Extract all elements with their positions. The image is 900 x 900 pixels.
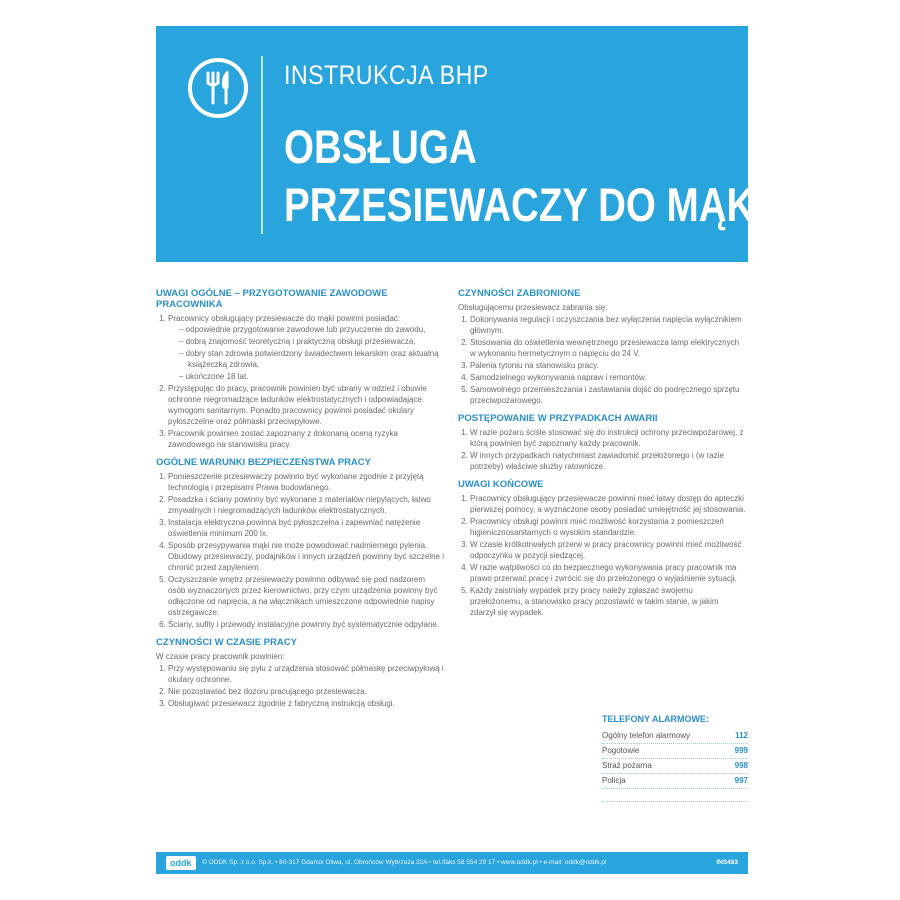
list-item: 1. Pracownicy obsługujący przesiewacze powinni mieć łatwy dostęp do apteczki pierwszej pomocy, a wyznaczone osoby posiadać umiejętność jej stosowania. bbox=[470, 493, 746, 515]
list-item: 2. W innych przypadkach natychmiast zawiadomić przełożonego i (w razie potrzeby) właściwe służby ratownicze. bbox=[470, 450, 746, 472]
list-item: 5. Samowolnego przemieszczania i zastawiania dojść do podręcznego sprzętu przeciwpożarowego. bbox=[470, 384, 746, 406]
section-heading: OGÓLNE WARUNKI BEZPIECZEŃSTWA PRACY bbox=[156, 457, 371, 468]
list-item: 1. Pracownicy obsługujący przesiewacze do mąki powinni posiadać: – odpowiednie przygotowanie zawodowe lub przyuczenie do zawodu, – dobrą znajomość teoretyczną i praktyczną obsługi przesiewacza, – dobry stan zdrowia potwierdzony świadectwem lekarskim oraz aktualną książeczką zdrowia, – ukończone 18 lat. bbox=[168, 313, 444, 382]
phone-label: Policja bbox=[602, 776, 626, 785]
section-intro: W czasie pracy pracownik powinien: bbox=[156, 652, 285, 661]
item-list bbox=[458, 427, 746, 472]
section-emergency bbox=[458, 413, 746, 472]
list-item: 1. Przy występowaniu się pyłu z urządzenia stosować półmaskę przeciwpyłową i okulary ochronne. bbox=[168, 663, 444, 685]
list-item: 3. Obsługiwać przesiewacz zgodnie z fabryczną instrukcją obsługi. bbox=[168, 698, 444, 709]
item-list bbox=[156, 663, 444, 709]
list-item: 3. W czasie krótkotrwałych przerw w pracy pracownicy powinni mieć możliwość odpoczynku w pozycji siedzącej. bbox=[470, 539, 746, 561]
list-item: 3. Palenia tytoniu na stanowisku pracy. bbox=[470, 360, 746, 371]
phone-row bbox=[602, 759, 748, 774]
list-item: 1. Pomieszczenie przesiewaczy powinno być wykonane zgodnie z przyjętą technologią i przepisami Prawa budowlanego. bbox=[168, 471, 444, 493]
list-item: 2. Nie pozostawiać bez dozoru pracującego przesiewacza. bbox=[168, 686, 444, 697]
list-item: 2. Posadzka i ściany powinny być wykonane z materiałów niepylących, łatwo zmywalnych i niegromadzących ładunków elektrostatycznych. bbox=[168, 494, 444, 516]
document-type: INSTRUKCJA BHP bbox=[284, 60, 489, 90]
sub-item: – odpowiednie przygotowanie zawodowe lub przyuczenie do zawodu, bbox=[188, 324, 444, 335]
phone-row-blank bbox=[602, 789, 748, 802]
phone-number: 999 bbox=[734, 746, 748, 755]
right-column bbox=[458, 288, 746, 625]
list-item: 2. Pracownicy obsługi powinni mieć możliwość korzystania z pomieszczeń higienicznosanitarnych o wysokim standardzie. bbox=[470, 516, 746, 538]
document-code: INS483 bbox=[716, 859, 738, 866]
footer-bar bbox=[156, 852, 748, 874]
title-line-2: PRZESIEWACZY DO MĄKI bbox=[284, 178, 766, 231]
phone-number: 112 bbox=[735, 731, 748, 740]
section-intro: Obsługującemu przesiewacz zabrania się: bbox=[458, 303, 608, 312]
list-item: 3. Instalacja elektryczna powinna być pyłoszczelna i zapewniać natężenie oświetlenia minimum 200 lx. bbox=[168, 517, 444, 539]
header-banner bbox=[156, 26, 766, 262]
section-final-remarks bbox=[458, 479, 746, 618]
section-forbidden bbox=[458, 288, 746, 406]
list-item: 5. Każdy zaistniały wypadek przy pracy należy zgłaszać swojemu przełożonemu, a stanowisko pracy pozostawić w takim stanie, w jakim zdarzył się wypadek. bbox=[470, 585, 746, 618]
brand-logo: oddk bbox=[166, 856, 196, 870]
fork-knife-icon bbox=[188, 58, 248, 118]
list-item: 1. W razie pożaru ściśle stosować się do instrukcji ochrony przeciwpożarowej, z którą powinien być zapoznany każdy pracownik. bbox=[470, 427, 746, 449]
emergency-phones bbox=[602, 714, 748, 802]
title-line-1: OBSŁUGA bbox=[284, 120, 477, 173]
sub-item: – dobrą znajomość teoretyczną i praktyczną obsługi przesiewacza, bbox=[188, 336, 444, 347]
phone-row bbox=[602, 729, 748, 744]
item-list bbox=[458, 493, 746, 618]
header-divider bbox=[261, 56, 263, 234]
list-item: 4. Sposób przesypywania mąki nie może powodować nadmiernego pylenia. Obudowy przesiewaczy, podajników i innych urządzeń powinny być szczelne i chronić przed zapyleniem. bbox=[168, 540, 444, 573]
section-during-work bbox=[156, 637, 444, 709]
phones-heading: TELEFONY ALARMOWE: bbox=[602, 714, 709, 724]
list-item: 4. W razie wątpliwości co do bezpiecznego wykonywania pracy pracownik ma prawo przerwać pracę i zwrócić się do przełożonego o wyjaśnienie sytuacji. bbox=[470, 562, 746, 584]
phone-number: 997 bbox=[734, 776, 748, 785]
list-item: 1. Dokonywania regulacji i oczyszczania bez wyłączenia napięcia wyłącznikiem głównym. bbox=[470, 314, 746, 336]
phone-row bbox=[602, 774, 748, 789]
phone-label: Ogólny telefon alarmowy bbox=[602, 731, 691, 740]
section-heading: CZYNNOŚCI ZABRONIONE bbox=[458, 288, 581, 299]
section-heading: POSTĘPOWANIE W PRZYPADKACH AWARII bbox=[458, 413, 658, 424]
phone-number: 998 bbox=[734, 761, 748, 770]
list-item: 2. Przystępując do pracy, pracownik powinien być ubrany w odzież i obuwie ochronne niegromadzące ładunków elektrostatycznych i odpowiadające wymogom sanitarnym. Ponadto pracownicy powinni posiadać okulary pyłoszczelne oraz półmaski przeciwpyłowe. bbox=[168, 383, 444, 427]
phone-row bbox=[602, 744, 748, 759]
phone-label: Straż pożarna bbox=[602, 761, 652, 770]
list-item: 6. Ściany, sufity i przewody instalacyjne powinny być systematycznie odpylane. bbox=[168, 619, 444, 630]
publisher-address: © ODDK Sp. z o.o. Sp.k. • 80-317 Gdańsk Oliwa, ul. Obrońców Wybrzeża 32A • tel./faks 58 554 29 17 • www.oddk.pl • e-mail: oddk@oddk.pl bbox=[202, 859, 607, 866]
section-heading: CZYNNOŚCI W CZASIE PRACY bbox=[156, 637, 297, 648]
list-item: 3. Pracownik powinien zostać zapoznany z dokonaną oceną ryzyka zawodowego na stanowisku pracy. bbox=[168, 428, 444, 450]
item-list bbox=[156, 313, 444, 450]
page-title bbox=[284, 118, 765, 234]
item-list bbox=[458, 314, 746, 406]
instruction-sheet bbox=[156, 26, 766, 878]
section-heading: UWAGI OGÓLNE – PRZYGOTOWANIE ZAWODOWE PRACOWNIKA bbox=[156, 288, 388, 310]
section-safety-conditions bbox=[156, 457, 444, 630]
item-list bbox=[156, 471, 444, 630]
section-heading: UWAGI KOŃCOWE bbox=[458, 479, 544, 490]
sub-item: – ukończone 18 lat. bbox=[188, 371, 444, 382]
list-item: 4. Samodzielnego wykonywania napraw i remontów. bbox=[470, 372, 746, 383]
list-item: 2. Stosowania do oświetlenia wewnętrznego przesiewacza lamp elektrycznych w wykonaniu hermetycznym o napięciu do 24 V. bbox=[470, 337, 746, 359]
sub-list bbox=[168, 324, 444, 382]
left-column bbox=[156, 288, 444, 716]
section-general-remarks bbox=[156, 288, 444, 450]
sub-item: – dobry stan zdrowia potwierdzony świadectwem lekarskim oraz aktualną książeczką zdrowia, bbox=[188, 348, 444, 370]
list-item: 5. Oczyszczanie wnętrz przesiewaczy powinno odbywać się pod nadzorem osób wyznaczonych przez kierownictwo, przy czym urządzenia powinny być odłączone od napięcia, a na włącznikach umieszczone odpowiednie napisy ostrzegawcze. bbox=[168, 574, 444, 618]
phone-label: Pogotowie bbox=[602, 746, 640, 755]
